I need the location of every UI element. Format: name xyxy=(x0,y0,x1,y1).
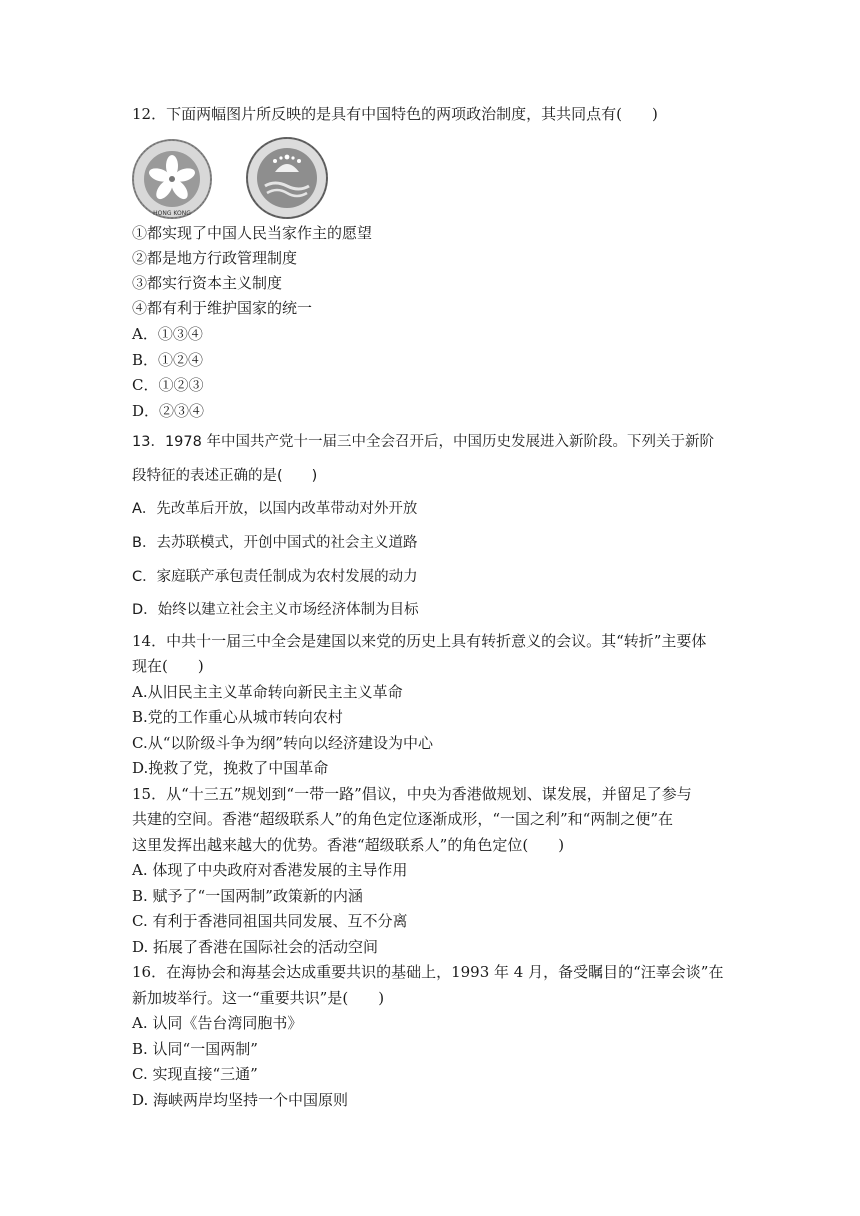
q15-stem: 共建的空间。香港“超级联系人”的角色定位逐渐成形，“一国之利”和“两制之便”在 xyxy=(132,810,674,828)
q12-option: A．①③④ xyxy=(132,325,203,343)
q12-statement: ②都是地方行政管理制度 xyxy=(132,249,298,267)
q13-stem: 13．1978 年中国共产党十一届三中全会召开后，中国历史发展进入新阶段。下列关于新阶 xyxy=(132,434,714,450)
q14-stem: 14．中共十一届三中全会是建国以来党的历史上具有转折意义的会议。其“转折”主要体 xyxy=(132,632,707,650)
svg-text:HONG KONG: HONG KONG xyxy=(153,210,191,217)
q14-option: A.从旧民主主义革命转向新民主主义革命 xyxy=(132,683,403,701)
q13-stem: 段特征的表述正确的是( ) xyxy=(132,468,318,484)
q12-statement: ③都实行资本主义制度 xyxy=(132,274,283,292)
q15-stem: 15．从“十三五”规划到“一带一路”倡议，中央为香港做规划、谋发展，并留足了参与 xyxy=(132,785,692,803)
q15-option: A. 体现了中央政府对香港发展的主导作用 xyxy=(132,861,408,879)
q16-option: A. 认同《告台湾同胞书》 xyxy=(132,1014,303,1032)
q13-option: C．家庭联产承包责任制成为农村发展的动力 xyxy=(132,569,418,585)
q12-stem: 12．下面两幅图片所反映的是具有中国特色的两项政治制度，其共同点有( ) xyxy=(132,105,658,123)
q16-option: C. 实现直接“三通” xyxy=(132,1065,258,1083)
q12-statement: ①都实现了中国人民当家作主的愿望 xyxy=(132,224,373,242)
q16-stem: 新加坡举行。这一“重要共识”是( ) xyxy=(132,989,385,1007)
q12-option: D．②③④ xyxy=(132,402,205,420)
q13-option: D．始终以建立社会主义市场经济体制为目标 xyxy=(132,602,419,618)
q13-option: A．先改革后开放，以国内改革带动对外开放 xyxy=(132,501,418,517)
q13-option: B．去苏联模式，开创中国式的社会主义道路 xyxy=(132,535,418,551)
q16-option: D. 海峡两岸均坚持一个中国原则 xyxy=(132,1091,349,1109)
q16-option: B. 认同“一国两制” xyxy=(132,1040,258,1058)
q14-option: C.从“以阶级斗争为纲”转向以经济建设为中心 xyxy=(132,734,434,752)
q14-option: D.挽救了党，挽救了中国革命 xyxy=(132,759,329,777)
q15-stem: 这里发挥出越来越大的优势。香港“超级联系人”的角色定位( ) xyxy=(132,836,565,854)
q14-option: B.党的工作重心从城市转向农村 xyxy=(132,708,343,726)
q16-stem: 16．在海协会和海基会达成重要共识的基础上，1993 年 4 月，备受瞩目的“汪辜会谈”在 xyxy=(132,963,724,981)
q12-statement: ④都有利于维护国家的统一 xyxy=(132,299,313,317)
hong-kong-emblem-image xyxy=(130,138,214,220)
macau-emblem-image xyxy=(245,136,329,220)
q15-option: C. 有利于香港同祖国共同发展、互不分离 xyxy=(132,912,408,930)
q12-option: C．①②③ xyxy=(132,376,204,394)
q15-option: B. 赋予了“一国两制”政策新的内涵 xyxy=(132,887,363,905)
q12-option: B．①②④ xyxy=(132,351,204,369)
q15-option: D. 拓展了香港在国际社会的活动空间 xyxy=(132,938,379,956)
q14-stem: 现在( ) xyxy=(132,657,204,675)
